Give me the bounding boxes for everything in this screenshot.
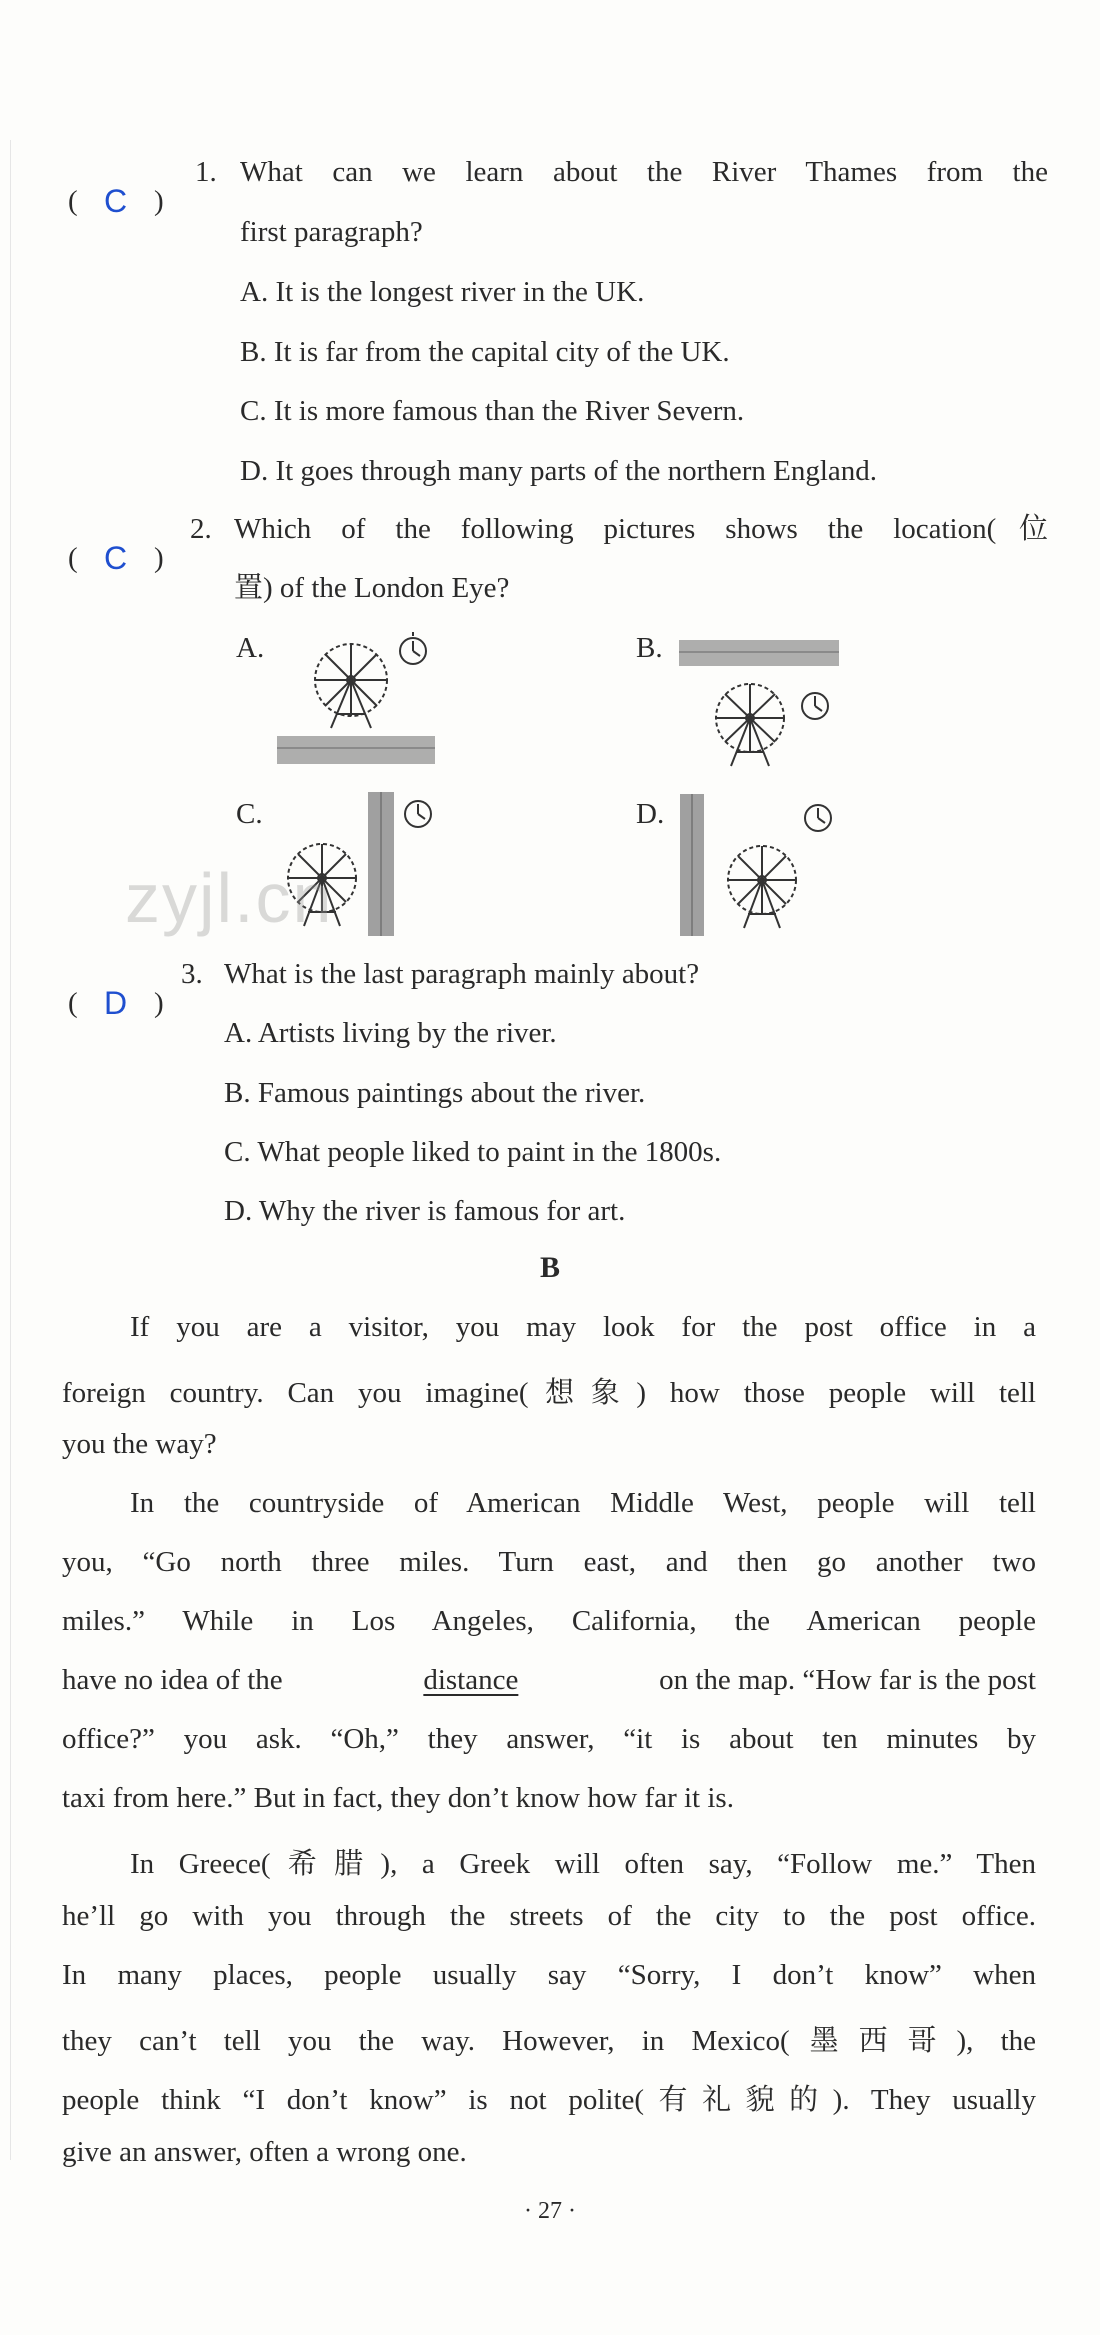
- section-title: B: [539, 1251, 560, 1284]
- question-1-option-d: D. It goes through many parts of the northern England.: [240, 455, 878, 487]
- answer-1: C: [104, 183, 128, 219]
- passage-p3-line2: he’ll go with you through the streets of the city to the post office.: [62, 1900, 1036, 1932]
- question-3-option-c: C. What people liked to paint in the 1800s.: [224, 1136, 722, 1168]
- clock-icon: [400, 632, 426, 664]
- picture-d-map: [670, 790, 850, 940]
- question-3-option-b: B. Famous paintings about the river.: [224, 1077, 646, 1109]
- question-3-option-a: A. Artists living by the river.: [224, 1017, 557, 1049]
- question-3-option-d: D. Why the river is famous for art.: [224, 1195, 626, 1227]
- question-3-header: ( D ): [68, 985, 164, 1021]
- page-number: · 27 ·: [524, 2198, 576, 2224]
- question-1-option-b: B. It is far from the capital city of the UK.: [240, 336, 730, 368]
- question-1-stem-line2: first paragraph?: [240, 216, 423, 248]
- question-2-stem-line1: Which of the following pictures shows the location(位: [234, 513, 1048, 545]
- question-2-number: 2.: [190, 513, 212, 545]
- passage-p1-line1: If you are a visitor, you may look for the post office in a: [130, 1311, 1036, 1343]
- passage-p1-line3: you the way?: [62, 1428, 217, 1460]
- picture-label-c: C.: [236, 798, 263, 830]
- passage-p3-line4: they can’t tell you the way. However, in Mexico(墨西哥), the: [62, 2025, 1036, 2057]
- answer-2: C: [104, 540, 128, 576]
- clock-icon: [802, 693, 828, 719]
- passage-p2-line3: miles.” While in Los Angeles, California, the American people: [62, 1605, 1036, 1637]
- picture-a-map: [275, 628, 445, 773]
- ferris-wheel-icon: [716, 684, 784, 766]
- question-1-stem-line1: What can we learn about the River Thames from the: [240, 156, 1048, 188]
- question-2-header: ( C ): [68, 540, 164, 576]
- passage-p3-line5: people think “I don’t know” is not polite(有礼貌的). They usually: [62, 2084, 1036, 2116]
- scan-edge-line: [10, 140, 11, 2160]
- picture-b-map: [675, 636, 845, 781]
- watermark: zyjl.cn: [125, 859, 334, 937]
- passage-p1-line2: foreign country. Can you imagine(想象) how those people will tell: [62, 1377, 1036, 1409]
- question-3-number: 3.: [181, 958, 203, 990]
- ferris-wheel-icon: [728, 846, 796, 928]
- question-1-option-c: C. It is more famous than the River Severn.: [240, 395, 745, 427]
- answer-3: D: [104, 985, 128, 1021]
- question-1-option-a: A. It is the longest river in the UK.: [240, 276, 645, 308]
- river-icon: [277, 736, 435, 764]
- clock-icon: [805, 805, 831, 831]
- question-2-stem-line2: 置) of the London Eye?: [234, 572, 510, 604]
- underlined-word-distance: distance: [423, 1664, 519, 1696]
- passage-p2-line2: you, “Go north three miles. Turn east, and then go another two: [62, 1546, 1036, 1578]
- question-1-number: 1.: [195, 156, 217, 188]
- picture-label-b: B.: [636, 632, 663, 664]
- question-1-header: ( C ): [68, 183, 164, 219]
- picture-label-a: A.: [236, 632, 265, 664]
- clock-icon: [405, 801, 431, 827]
- passage-p2-line4-before: have no idea of the: [62, 1664, 283, 1696]
- passage-p2-line5: office?” you ask. “Oh,” they answer, “it is about ten minutes by: [62, 1723, 1036, 1755]
- passage-p2-line4: [62, 1664, 1036, 1697]
- ferris-wheel-icon: [315, 644, 387, 728]
- river-icon: [679, 640, 839, 666]
- picture-label-d: D.: [636, 798, 665, 830]
- passage-p3-line6: give an answer, often a wrong one.: [62, 2136, 467, 2168]
- passage-p2-line4-after: on the map. “How far is the post: [659, 1664, 1036, 1696]
- passage-p2-line1: In the countryside of American Middle West, people will tell: [130, 1487, 1036, 1519]
- passage-p2-line6: taxi from here.” But in fact, they don’t know how far it is.: [62, 1782, 734, 1814]
- passage-p3-line3: In many places, people usually say “Sorry, I don’t know” when: [62, 1959, 1036, 1991]
- passage-p3-line1: In Greece(希腊), a Greek will often say, “Follow me.” Then: [130, 1848, 1036, 1880]
- question-3-stem: What is the last paragraph mainly about?: [224, 958, 700, 990]
